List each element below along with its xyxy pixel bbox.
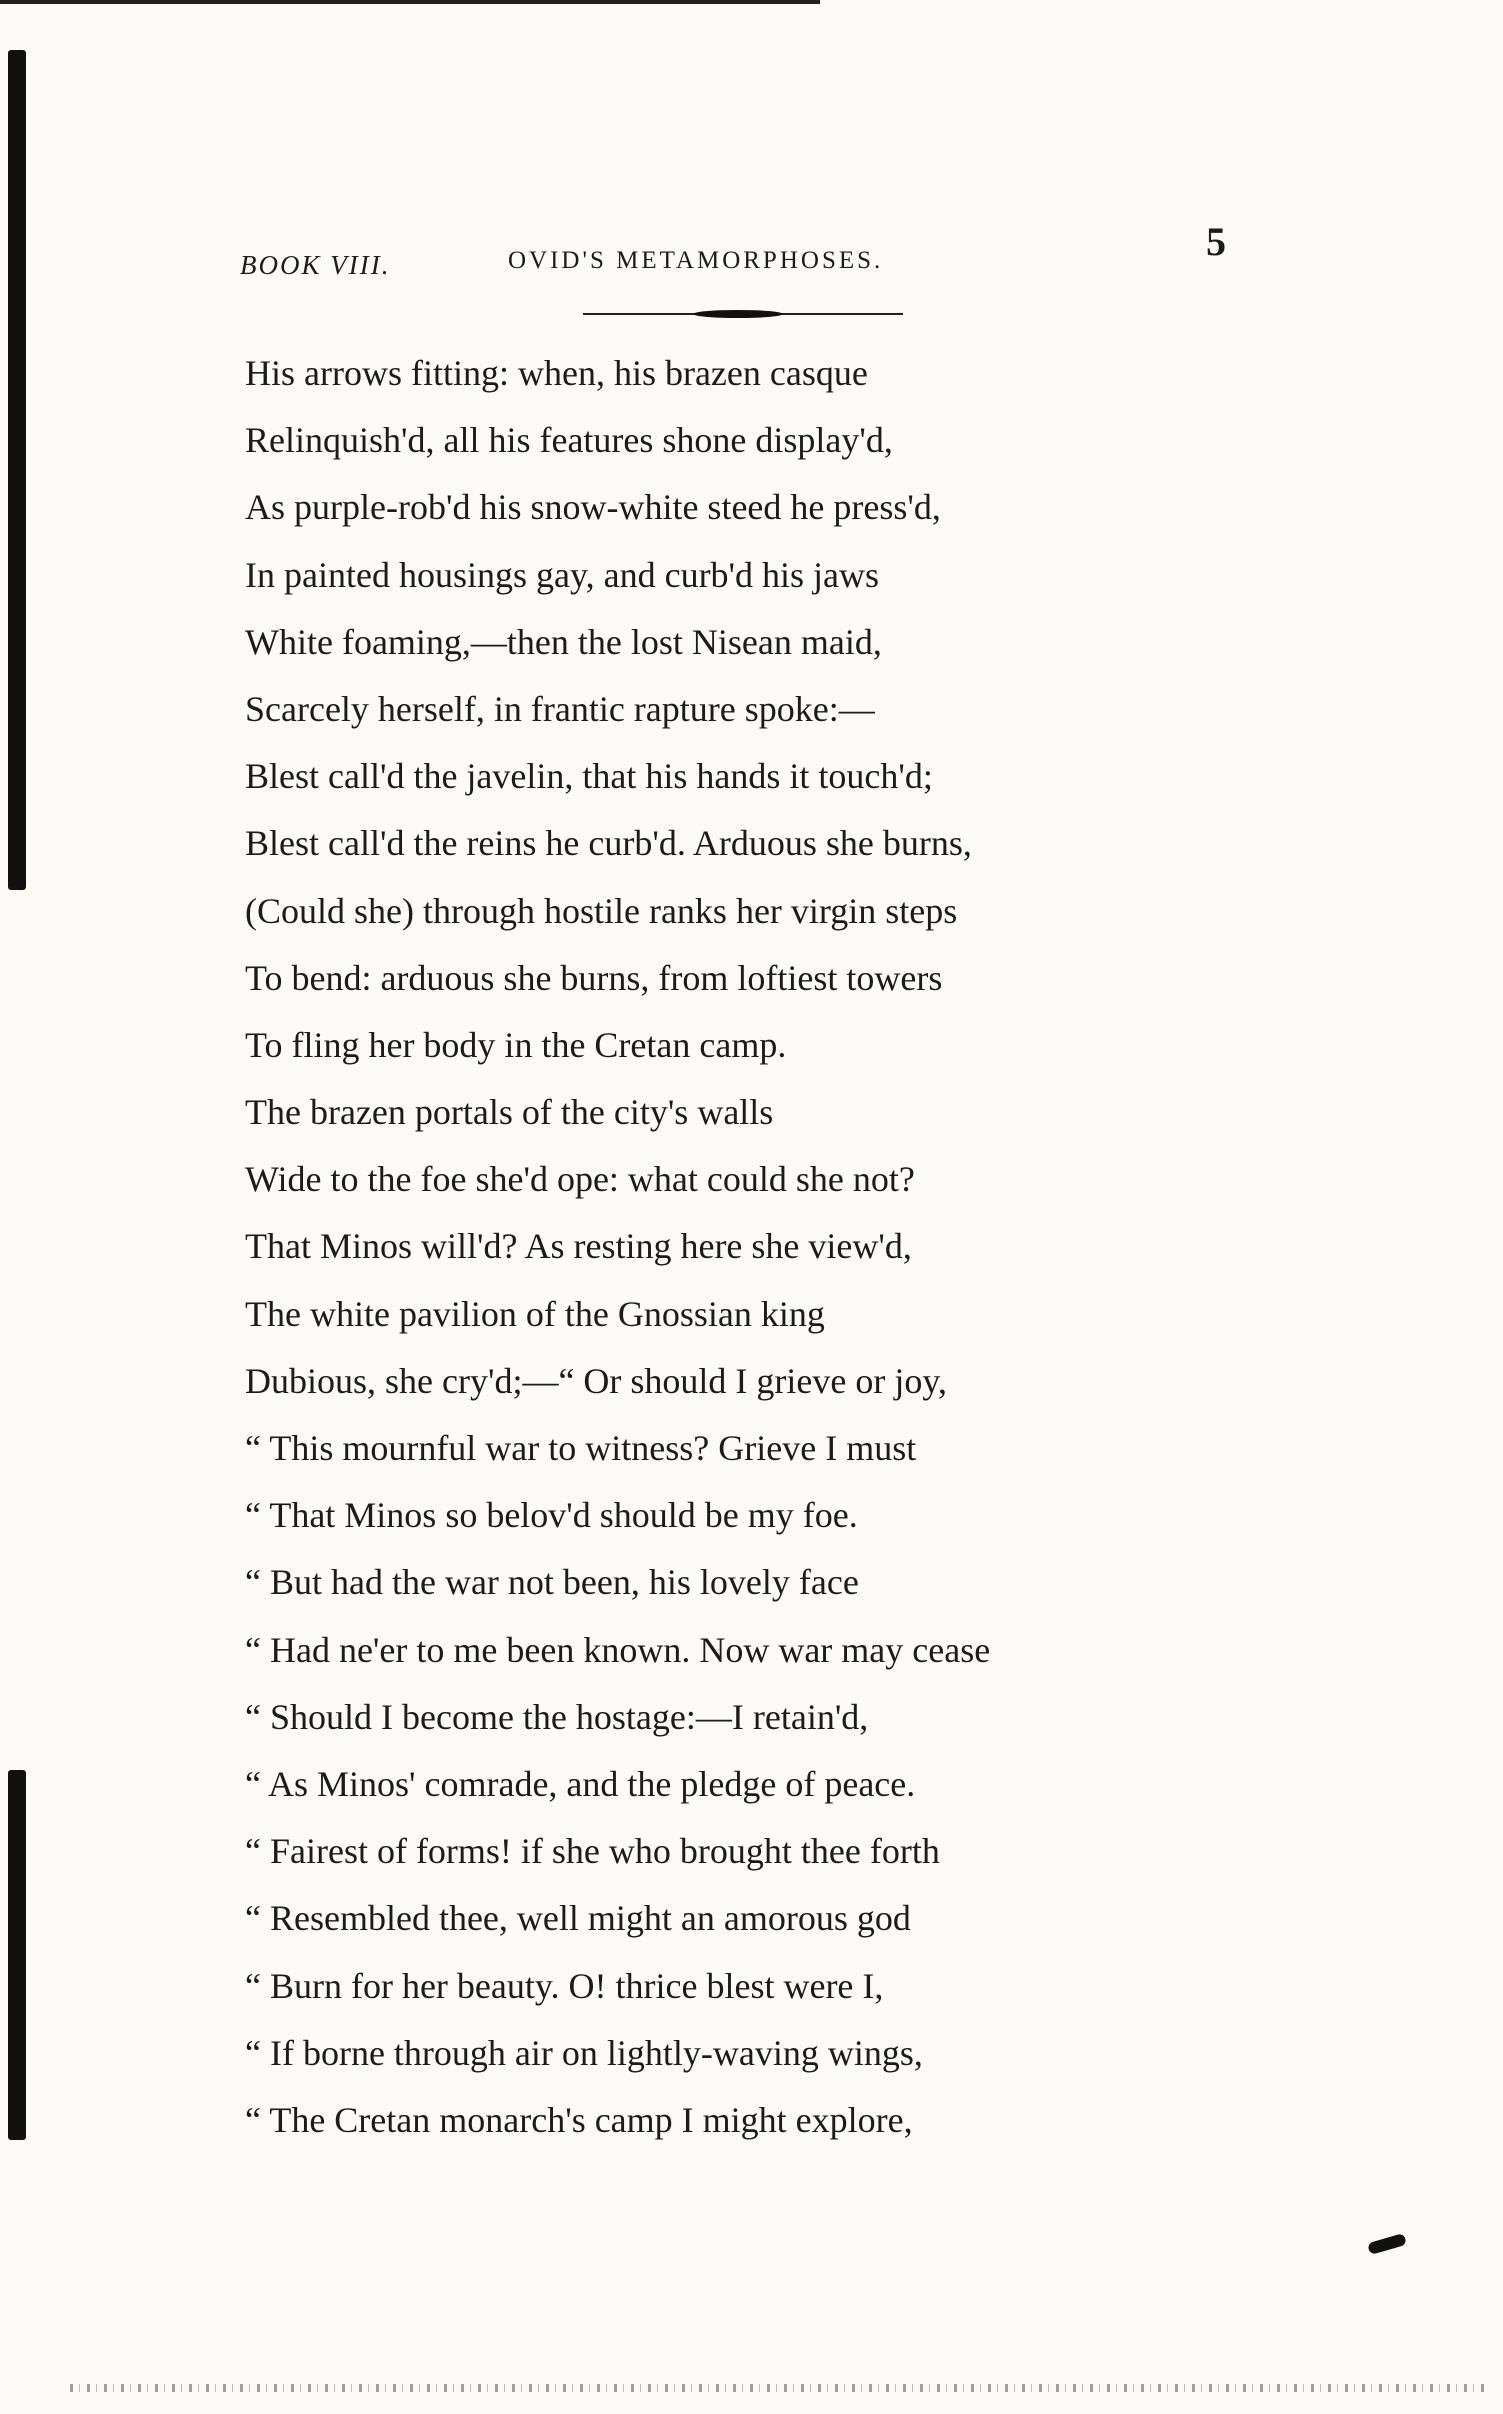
verse-line: To fling her body in the Cretan camp.: [245, 1024, 787, 1065]
scan-binding-shadow-upper: [8, 50, 26, 890]
page-number: 5: [1206, 219, 1226, 264]
verse-line: (Could she) through hostile ranks her virgin steps: [245, 890, 958, 931]
verse-line: As purple-rob'd his snow-white steed he press'd,: [245, 487, 941, 528]
scan-bottom-edge: [70, 2384, 1490, 2392]
work-title: OVID'S METAMORPHOSES.: [508, 247, 884, 274]
ornamental-rule: [583, 312, 903, 316]
verse-line: White foaming,—then the lost Nisean maid,: [245, 621, 882, 662]
running-head: [0, 212, 1503, 280]
verse-line: “ But had the war not been, his lovely face: [245, 1562, 859, 1603]
verse-line: Blest call'd the reins he curb'd. Arduous she burns,: [245, 823, 972, 864]
verse-line: “ Had ne'er to me been known. Now war may cease: [245, 1629, 991, 1670]
scan-ink-mark: [1367, 2233, 1407, 2255]
verse-line: The brazen portals of the city's walls: [245, 1092, 774, 1133]
scan-top-edge: [0, 0, 820, 14]
verse-line: “ This mournful war to witness? Grieve I must: [245, 1428, 917, 1468]
verse-line: That Minos will'd? As resting here she view'd,: [245, 1226, 912, 1267]
verse-line: Dubious, she cry'd;—“ Or should I grieve or joy,: [245, 1360, 948, 1401]
verse-line: “ If borne through air on lightly-waving wings,: [245, 2032, 923, 2073]
scan-binding-shadow-lower: [8, 1770, 26, 2140]
verse-line: Blest call'd the javelin, that his hands it touch'd;: [245, 756, 933, 797]
verse-line: “ Burn for her beauty. O! thrice blest were I,: [245, 1965, 884, 2006]
verse-line: “ That Minos so belov'd should be my foe.: [245, 1495, 858, 1536]
verse-line: “ The Cretan monarch's camp I might explore,: [245, 2099, 913, 2140]
verse-line: The white pavilion of the Gnossian king: [245, 1293, 825, 1334]
verse-line: In painted housings gay, and curb'd his jaws: [245, 554, 880, 595]
verse-line: His arrows fitting: when, his brazen casque: [245, 353, 868, 393]
verse-line: Scarcely herself, in frantic rapture spoke:—: [245, 688, 875, 729]
verse-line: Relinquish'd, all his features shone display'd,: [245, 420, 893, 461]
verse-text: [245, 340, 1295, 2154]
verse-line: Wide to the foe she'd ope: what could she not?: [245, 1159, 915, 1200]
verse-line: “ Fairest of forms! if she who brought thee forth: [245, 1831, 940, 1872]
verse-line: To bend: arduous she burns, from loftiest towers: [245, 957, 943, 998]
verse-line: “ Should I become the hostage:—I retain'd,: [245, 1696, 869, 1737]
verse-line: “ Resembled thee, well might an amorous god: [245, 1898, 911, 1939]
verse-line: “ As Minos' comrade, and the pledge of peace.: [245, 1763, 916, 1804]
book-label: BOOK VIII.: [240, 250, 391, 280]
